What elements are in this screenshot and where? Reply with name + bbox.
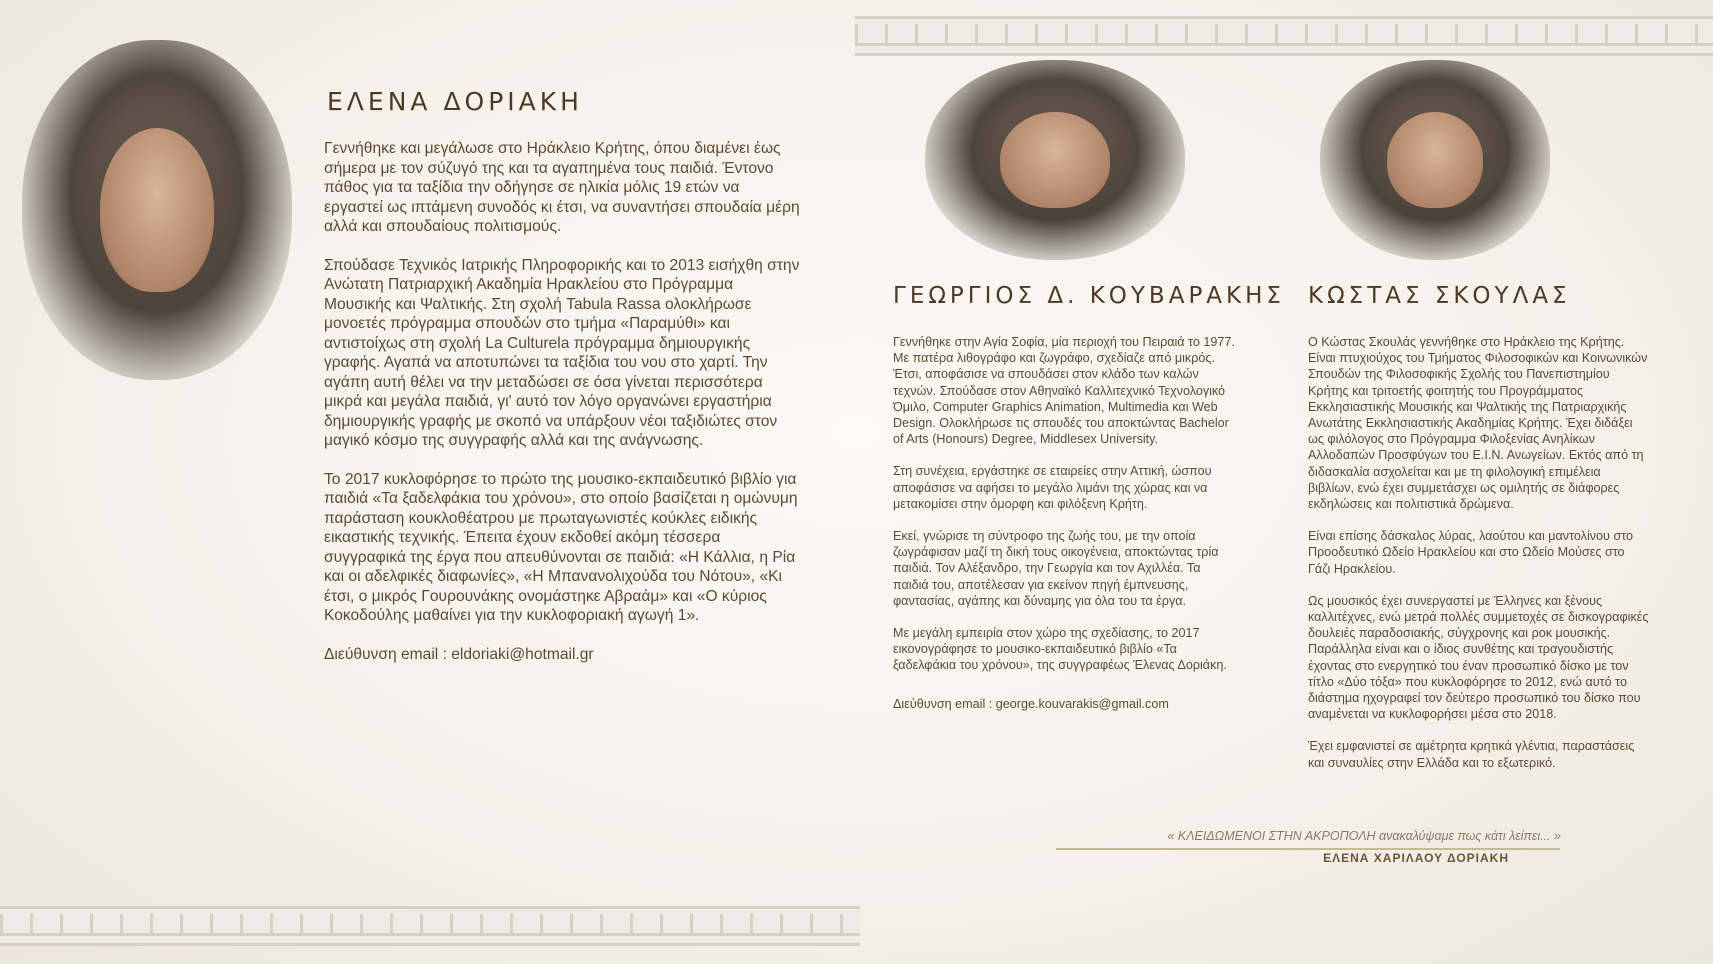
meander-border-bottom-left — [0, 906, 860, 946]
georgios-bio-paragraph-4: Με μεγάλη εμπειρία στον χώρο της σχεδίασης, το 2017 εικονογράφησε το μουσικο-εκπαιδευτικό βιβλίο «Τα ξαδελφάκια του χρόνου», της συγγραφέως Έλενας Δοριάκη. — [893, 626, 1227, 673]
georgios-email: Διεύθυνση email : george.kouvarakis@gmail.com — [893, 696, 1169, 711]
elena-name-heading: ΕΛΕΝΑ ΔΟΡΙΑΚΗ — [327, 87, 583, 116]
georgios-portrait — [925, 60, 1185, 260]
elena-bio — [324, 139, 800, 664]
kostas-face-image — [1387, 112, 1484, 208]
georgios-bio-paragraph-3: Εκεί, γνώρισε τη σύντροφο της ζωής του, με την οποία ζωγράφισαν μαζί τη δική τους οικογένεια, αποκτώντας τρία παιδιά. Τον Αλέξανδρο, την Γεωργία και τον Αχιλλέα. Τα παιδιά του, αποτέλεσαν για εκείνον πηγή έμπνευσης, φαντασίας, αγάπης και δύναμης για όλα του τα έργα. — [893, 529, 1219, 608]
kostas-portrait — [1320, 60, 1550, 260]
kostas-bio-paragraph-3: Ως μουσικός έχει συνεργαστεί με Έλληνες και ξένους καλλιτέχνες, ενώ μετρά πολλές συμμετοχές σε δισκογραφικές δουλειές παραδοσιακής, σύγχρονης και ροκ μουσικής. Παράλληλα είναι και ο ίδιος συνθέτης και τραγουδιστής έχοντας στο ενεργητικό του έναν προσωπικό δίσκο με τον τίτλο «Δύο τόξα» που κυκλοφόρησε το 2012, ενώ αυτό το διάστημα ηχογραφεί τον δεύτερο προσωπικό του δίσκο που αναμένεται να κυκλοφορήσει μέσα στο 2018. — [1308, 593, 1649, 722]
kostas-bio-paragraph-4: Έχει εμφανιστεί σε αμέτρητα κρητικά γλέντια, παραστάσεις και συναυλίες στην Ελλάδα και το εξωτερικό. — [1308, 739, 1635, 770]
footer-divider — [1056, 848, 1560, 850]
elena-portrait — [22, 40, 292, 380]
georgios-bio-paragraph-2: Στη συνέχεια, εργάστηκε σε εταιρείες στην Αττική, ώσπου αποφάσισε να αφήσει το μεγάλο λιμάνι της χώρας και να μετακομίσει στην όμορφη και φιλόξενη Κρήτη. — [893, 464, 1212, 511]
georgios-name-heading: ΓΕΩΡΓΙΟΣ Δ. ΚΟΥΒΑΡΑΚΗΣ — [893, 283, 1285, 309]
georgios-bio — [893, 334, 1235, 712]
elena-bio-paragraph-2: Σπούδασε Τεχνικός Ιατρικής Πληροφορικής και το 2013 εισήχθη στην Ανώτατη Πατριαρχική Ακαδημία Ηρακλείου στο Πρόγραμμα Μουσικής και Ψαλτικής. Στη σχολή Tabula Rassa ολοκλήρωσε μονοετές πρόγραμμα σπουδών στο τμήμα «Παραμύθι» και αντιστοίχως στη σχολή La Culturela πρόγραμμα δημιουργικής γραφής. Αγαπά να αποτυπώνει τα ταξίδια του νου στο χαρτί. Την αγάπη αυτή θέλει να την μεταδώσει σε όσα γίνεται περισσότερα μικρά και μεγάλα παιδιά, γι' αυτό τον λόγο οργανώνει εργαστήρια δημιουργικής γραφής με σκοπό να υπάρξουν νέοι ταξιδιώτες στον μαγικό κόσμο της συγγραφής αλλά και της ανάγνωσης. — [324, 256, 800, 449]
kostas-bio-paragraph-1: Ο Κώστας Σκουλάς γεννήθηκε στο Ηράκλειο της Κρήτης. Είναι πτυχιούχος του Τμήματος Φιλοσοφικών και Κοινωνικών Σπουδών της Φιλοσοφικής Σχολής του Πανεπιστημίου Κρήτης και τριτοετής φοιτητής του Προγράμματος Εκκλησιαστικής Μουσικής και Ψαλτικής της Πατριαρχικής Ανωτάτης Εκκλησιαστικής Ακαδημίας Κρήτης. Έχει διδάξει ως φιλόλογος στο Πρόγραμμα Φιλοξενίας Ανηλίκων Αλλοδαπών Προσφύγων του Ε.Ι.Ν. Ανωγείων. Εκτός από τη διδασκαλία ασχολείται και με τη φιλολογική επιμέλεια βιβλίων, ενώ έχει συμμετάσχει ως ομιλητής σε διάφορες εκδηλώσεις και πολιτιστικά δρώμενα. — [1308, 335, 1648, 512]
kostas-bio-paragraph-2: Είναι επίσης δάσκαλος λύρας, λαούτου και μαντολίνου στο Προοδευτικό Ωδείο Ηρακλείου και στο Ωδείο Μούσες στο Γάζι Ηρακλείου. — [1308, 529, 1634, 576]
footer-author: ΕΛΕΝΑ ΧΑΡΙΛΑΟΥ ΔΟΡΙΑΚΗ — [1323, 851, 1509, 865]
footer-quote: « ΚΛΕΙΔΩΜΕΝΟΙ ΣΤΗΝ ΑΚΡΟΠΟΛΗ ανακαλύψαμε πως κάτι λείπει... » — [1167, 829, 1561, 843]
kostas-name-heading: ΚΩΣΤΑΣ ΣΚΟΥΛΑΣ — [1308, 283, 1571, 309]
elena-email: Διεύθυνση email : eldoriaki@hotmail.gr — [324, 645, 594, 663]
kostas-bio — [1308, 334, 1650, 771]
elena-bio-paragraph-3: Το 2017 κυκλοφόρησε το πρώτο της μουσικο-εκπαιδευτικό βιβλίο για παιδιά «Τα ξαδελφάκια του χρόνου», στο οποίο βασίζεται η ομώνυμη παράσταση κουκλοθέατρου με πρωταγωνιστές κούκλες ειδικής εικαστικής τεχνικής. Έπειτα έχουν εκδοθεί ακόμη τέσσερα συγγραφικά της έργα που απευθύνονται σε παιδιά: «Η Κάλλια, η Ρία και οι αδελφικές διαφωνίες», «Η Μπανανολιχούδα του Νότου», «Κι έτσι, ο μικρός Γουρουνάκης ονομάστηκε Αβραάμ» και «Ο κύριος Κοκοδούλης μαθαίνει για την κυκλοφοριακή αγωγή 1». — [324, 470, 798, 624]
georgios-face-image — [1000, 112, 1109, 208]
georgios-bio-paragraph-1: Γεννήθηκε στην Αγία Σοφία, μία περιοχή του Πειραιά το 1977. Με πατέρα λιθογράφο και ζωγράφο, σχεδίαζε από μικρός. Έτσι, αποφάσισε να σπουδάσει στον κλάδο των καλών τεχνών. Σπούδασε στον Αθηναϊκό Καλλιτεχνικό Τεχνολογικό Όμιλο, Computer Graphics Animation, Multimedia και Web Design. Ολοκλήρωσε τις σπουδές του αποκτώντας Bachelor of Arts (Honours) Degree, Middlesex University. — [893, 335, 1235, 447]
elena-bio-paragraph-1: Γεννήθηκε και μεγάλωσε στο Ηράκλειο Κρήτης, όπου διαμένει έως σήμερα με τον σύζυγό της και τα αγαπημένα τους παιδιά. Έντονο πάθος για τα ταξίδια την οδήγησε σε ηλικία μόλις 19 ετών να εργαστεί ως ιπτάμενη συνοδός κι έτσι, να συναντήσει σπουδαία μέρη αλλά και σπουδαίους πολιτισμούς. — [324, 140, 800, 235]
meander-border-top-right — [855, 16, 1713, 56]
elena-face-image — [100, 128, 213, 291]
